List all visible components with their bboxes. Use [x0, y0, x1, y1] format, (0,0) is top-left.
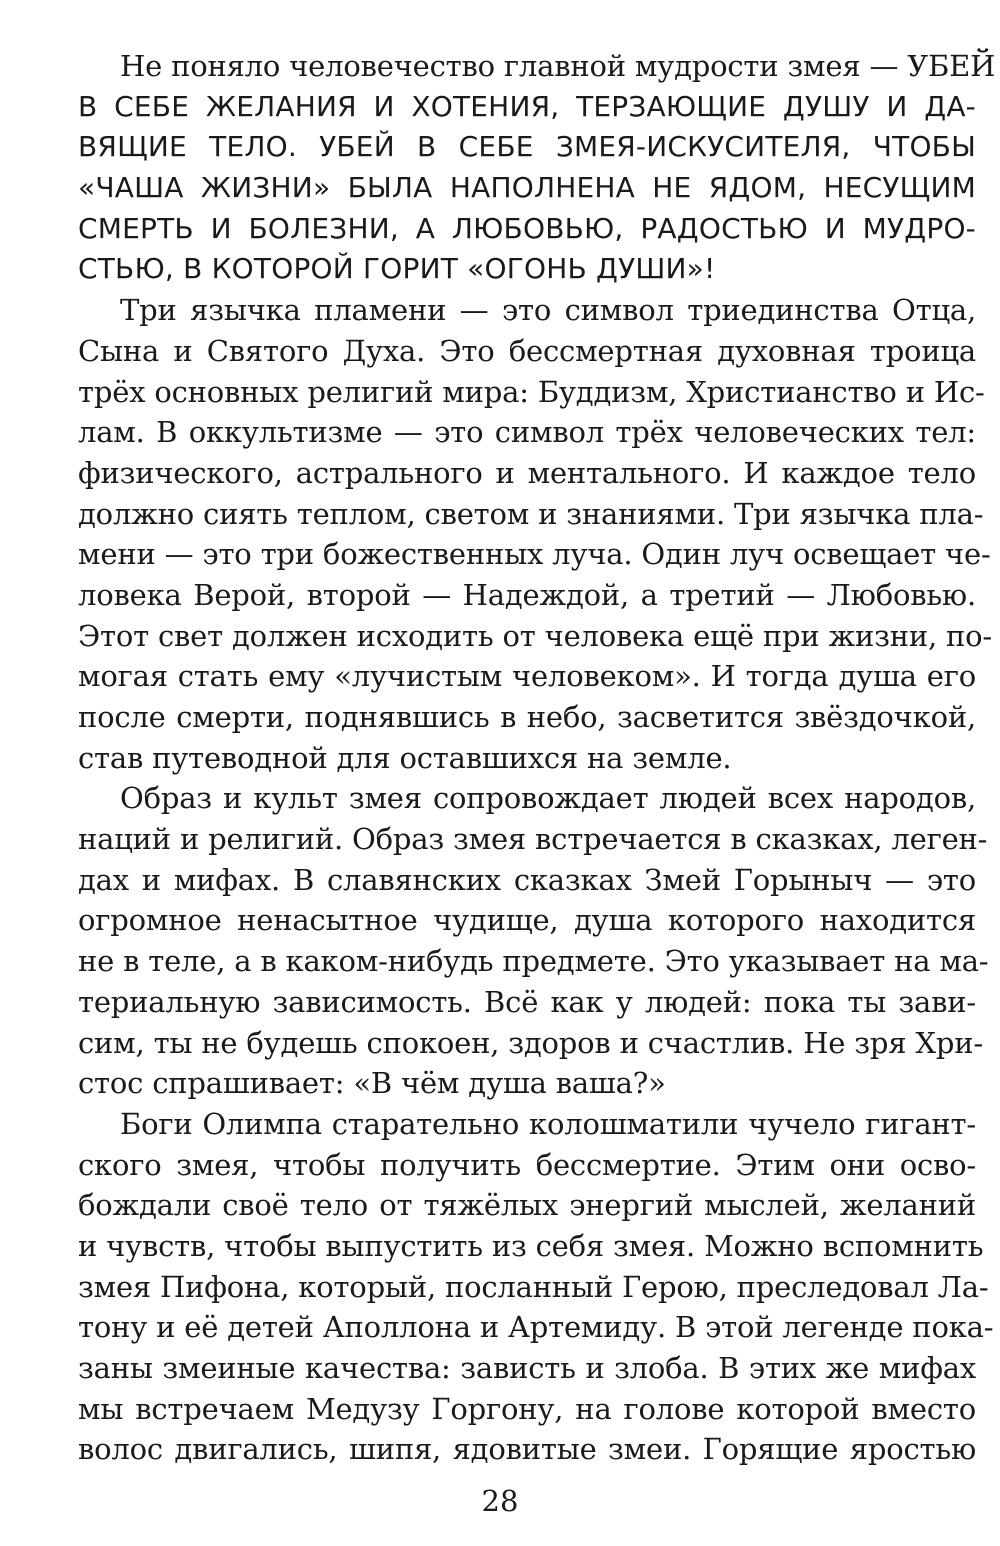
text-line: СМЕРТЬ И БОЛЕЗНИ, А ЛЮБОВЬЮ, РАДОСТЬЮ И МУДРО-	[78, 211, 976, 245]
text-line: Образ и культ змея сопровождает людей всех народов,	[120, 781, 976, 816]
text-line: и чувств, чтобы выпустить из себя змея. Можно вспомнить	[78, 1228, 984, 1263]
text-line: мы встречаем Медузу Горгону, на голове которой вместо	[78, 1391, 976, 1426]
text-line: огромное ненасытное чудище, душа которого находится	[78, 903, 976, 938]
paragraph-3	[78, 778, 989, 1104]
paragraph-4	[78, 1104, 994, 1470]
book-page-body	[78, 46, 996, 1470]
text-line: В СЕБЕ ЖЕЛАНИЯ И ХОТЕНИЯ, ТЕРЗАЮЩИЕ ДУШУ И ДА-	[78, 89, 976, 123]
text-line: «ЧАША ЖИЗНИ» БЫЛА НАПОЛНЕНА НЕ ЯДОМ, НЕСУЩИМ	[78, 171, 976, 205]
text-line: заны змеиные качества: зависть и злоба. В этих же мифах	[78, 1351, 976, 1385]
text-line: Три язычка пламени — это символ триединства Отца,	[120, 293, 976, 328]
text-line: став путеводной для оставшихся на земле.	[78, 740, 732, 775]
text-line: трёх основных религий мира: Буддизм, Христианство и Ис-	[78, 374, 985, 409]
text-line: могая стать ему «лучистым человеком». И тогда душа его	[78, 659, 976, 694]
text-line: бождали своё тело от тяжёлых энергий мыслей, желаний	[78, 1188, 976, 1223]
text-line: ского змея, чтобы получить бессмертие. Этим они осво-	[78, 1147, 976, 1182]
text-line: ВЯЩИЕ ТЕЛО. УБЕЙ В СЕБЕ ЗМЕЯ-ИСКУСИТЕЛЯ, ЧТОБЫ	[78, 130, 976, 164]
text-line: физического, астрального и ментального. И каждое тело	[78, 455, 976, 490]
text-line: стос спрашивает: «В чём душа ваша?»	[78, 1066, 666, 1101]
text-line: сим, ты не будешь спокоен, здоров и счастлив. Не зря Хри-	[78, 1025, 983, 1060]
text-line: ловека Верой, второй — Надеждой, а третий — Любовью.	[78, 577, 976, 612]
text-line: Этот свет должен исходить от человека ещё при жизни, по-	[78, 618, 992, 653]
text-line: волос двигались, шипя, ядовитые змеи. Горящие яростью	[78, 1432, 976, 1467]
text-line: змея Пифона, который, посланный Герою, преследовал Ла-	[78, 1269, 989, 1304]
paragraph-2	[78, 290, 992, 778]
page-number: 28	[481, 1484, 519, 1518]
text-line: СТЬЮ, В КОТОРОЙ ГОРИТ «ОГОНЬ ДУШИ»!	[78, 252, 716, 286]
text-line: Сына и Святого Духа. Это бессмертная духовная троица	[78, 333, 976, 368]
text-line: лам. В оккультизме — это символ трёх человеческих тел:	[78, 415, 976, 450]
text-line: должно сиять теплом, светом и знаниями. Три язычка пла-	[78, 496, 984, 531]
text-line: не в теле, а в каком-нибудь предмете. Это указывает на ма-	[78, 944, 989, 979]
text-line: дах и мифах. В славянских сказках Змей Горыныч — это	[78, 862, 976, 897]
paragraph-1	[78, 46, 996, 290]
text-line: Боги Олимпа старательно колошматили чучело гигант-	[120, 1106, 976, 1141]
text-line: наций и религий. Образ змея встречается в сказках, леген-	[78, 822, 988, 857]
text-line: териальную зависимость. Всё как у людей: пока ты зави-	[78, 984, 976, 1019]
text-line: тону и её детей Аполлона и Артемиду. В этой легенде пока-	[78, 1310, 994, 1345]
text-line: мени — это три божественных луча. Один луч освещает че-	[78, 537, 991, 572]
text-line: после смерти, поднявшись в небо, засветится звёздочкой,	[78, 700, 976, 734]
text-line: Не поняло человечество главной мудрости змея — УБЕЙ	[120, 49, 996, 83]
